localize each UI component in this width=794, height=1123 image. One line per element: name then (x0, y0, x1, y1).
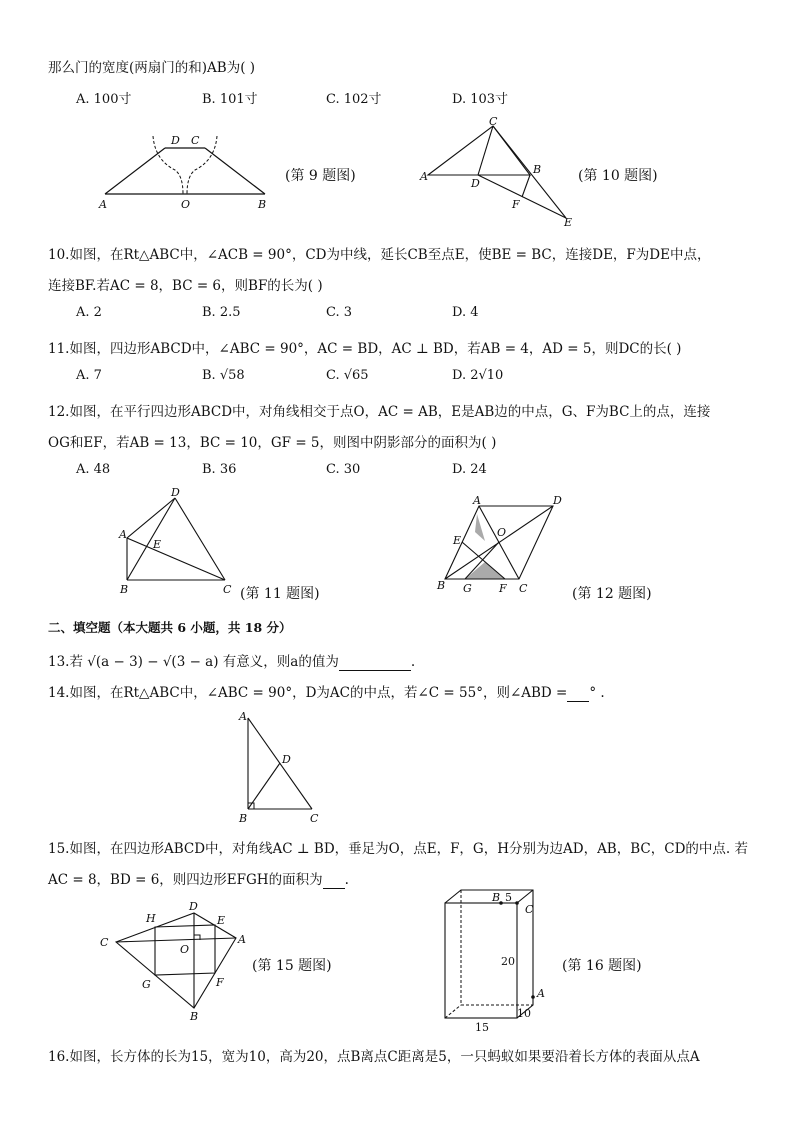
q11-option-d: D. 2√10 (452, 368, 504, 383)
q12-caption: (第 12 题图) (572, 586, 652, 602)
q9-label-o: O (181, 198, 191, 211)
section2-title: 二、填空题（本大题共 6 小题，共 18 分） (48, 620, 292, 635)
q10-label-c: C (489, 115, 498, 128)
q14-label-d: D (282, 753, 291, 766)
q10-line1: 10.如图，在Rt△ABC中，∠ACB = 90°，CD为中线，延长CB至点E，使BE = BC，连接DE，F为DE中点， (48, 247, 711, 263)
q15-figure (98, 898, 258, 1023)
q9-stem: 那么门的宽度(两扇门的和)AB为( ) (48, 60, 256, 76)
q14-label-b: B (239, 812, 248, 825)
q10-label-d: D (471, 177, 480, 190)
q15-label-g: G (142, 978, 151, 991)
q13-end: . (410, 654, 416, 670)
q12-line1: 12.如图，在平行四边形ABCD中，对角线相交于点O，AC = AB，E是AB边的中点，G、F为BC上的点，连接 (48, 404, 711, 420)
q10-option-b: B. 2.5 (202, 305, 241, 320)
q11-label-a: A (119, 528, 127, 541)
q15-label-h: H (146, 912, 156, 925)
q16-label-20: 20 (501, 955, 515, 968)
q15-label-a: A (238, 933, 246, 946)
q14-line (48, 681, 605, 702)
q9-option-b: B. 101寸 (202, 92, 258, 107)
q12-option-d: D. 24 (452, 462, 487, 477)
q15-line1: 15.如图，在四边形ABCD中，对角线AC ⊥ BD，垂足为O，点E，F，G，H分别为边AD，AB，BC，CD的中点. 若 (48, 841, 748, 857)
q9-label-b: B (258, 198, 267, 211)
q10-label-a: A (420, 170, 428, 183)
q10-label-f: F (512, 198, 520, 211)
q10-label-e: E (564, 216, 573, 229)
q15-line2-wrap (48, 868, 349, 889)
q13-answer-blank[interactable] (339, 654, 411, 671)
q11-line1: 11.如图，四边形ABCD中，∠ABC = 90°，AC = BD，AC ⊥ BD，若AB = 4，AD = 5，则DC的长( ) (48, 341, 682, 357)
q12-option-b: B. 36 (202, 462, 237, 477)
q10-figure (418, 115, 578, 229)
q9-label-a: A (99, 198, 107, 211)
q10-line2: 连接BF.若AC = 8，BC = 6，则BF的长为( ) (48, 278, 323, 294)
q11-label-e: E (153, 538, 162, 551)
q11-option-a: A. 7 (76, 368, 102, 383)
q9-label-c: C (191, 134, 200, 147)
q11-caption: (第 11 题图) (240, 586, 320, 602)
q14-figure (232, 708, 332, 823)
q9-option-a: A. 100寸 (76, 92, 132, 107)
q16-label-a: A (537, 987, 545, 1000)
q14-label-a: A (239, 710, 247, 723)
q14-text: 14.如图，在Rt△ABC中，∠ABC = 90°，D为AC的中点，若∠C = 55°，则∠ABD = (48, 685, 568, 701)
q11-option-c: C. √65 (326, 368, 369, 383)
q11-label-b: B (120, 583, 129, 596)
q16-line1: 16.如图，长方体的长为15，宽为10，高为20，点B离点C距离是5，一只蚂蚁如果要沿着长方体的表面从点A (48, 1049, 700, 1065)
q15-label-b: B (190, 1010, 199, 1023)
q9-figure (95, 130, 280, 215)
q12-option-a: A. 48 (76, 462, 111, 477)
q16-label-15: 15 (475, 1021, 489, 1034)
q9-option-d: D. 103寸 (452, 92, 509, 107)
q13-line (48, 650, 415, 671)
q12-figure (435, 492, 570, 602)
q11-figure (115, 486, 245, 600)
q15-label-o: O (180, 943, 190, 956)
q16-figure (435, 885, 555, 1035)
q10-option-d: D. 4 (452, 305, 479, 320)
q16-label-c: C (525, 903, 534, 916)
q10-option-a: A. 2 (76, 305, 102, 320)
q14-label-c: C (310, 812, 319, 825)
q10-option-c: C. 3 (326, 305, 353, 320)
q15-end: . (344, 872, 349, 888)
q15-line2: AC = 8，BD = 6，则四边形EFGH的面积为 (48, 872, 323, 888)
q12-label-b: B (437, 579, 446, 592)
q11-option-b: B. √58 (202, 368, 245, 383)
q11-label-d: D (171, 486, 180, 499)
q10-label-b: B (533, 163, 542, 176)
q9-option-c: C. 102寸 (326, 92, 382, 107)
q13-text: 13.若 √(a − 3) − √(3 − a) 有意义，则a的值为 (48, 654, 339, 670)
q14-end: ° . (589, 685, 605, 701)
q12-option-c: C. 30 (326, 462, 361, 477)
q12-label-o: O (497, 526, 507, 539)
q14-answer-blank[interactable] (567, 685, 589, 702)
q9-label-d: D (171, 134, 180, 147)
q12-label-d: D (553, 494, 562, 507)
q15-label-c: C (100, 936, 109, 949)
q10-caption: (第 10 题图) (578, 168, 658, 184)
q9-caption: (第 9 题图) (285, 168, 356, 184)
q12-label-c: C (519, 582, 528, 595)
q16-caption: (第 16 题图) (562, 958, 642, 974)
q15-label-f: F (216, 976, 224, 989)
q15-label-e: E (217, 914, 226, 927)
q12-label-a: A (473, 494, 481, 507)
q12-line2: OG和EF，若AB = 13，BC = 10，GF = 5，则图中阴影部分的面积为( ) (48, 435, 497, 451)
q15-caption: (第 15 题图) (252, 958, 332, 974)
q16-label-b: B (492, 891, 501, 904)
q12-label-g: G (463, 582, 472, 595)
q12-label-f: F (499, 582, 507, 595)
q11-label-c: C (223, 583, 232, 596)
q15-label-d: D (189, 900, 198, 913)
q16-label-5: 5 (505, 891, 512, 904)
q16-label-10: 10 (517, 1007, 531, 1020)
q12-label-e: E (453, 534, 462, 547)
q15-answer-blank[interactable] (323, 872, 345, 889)
